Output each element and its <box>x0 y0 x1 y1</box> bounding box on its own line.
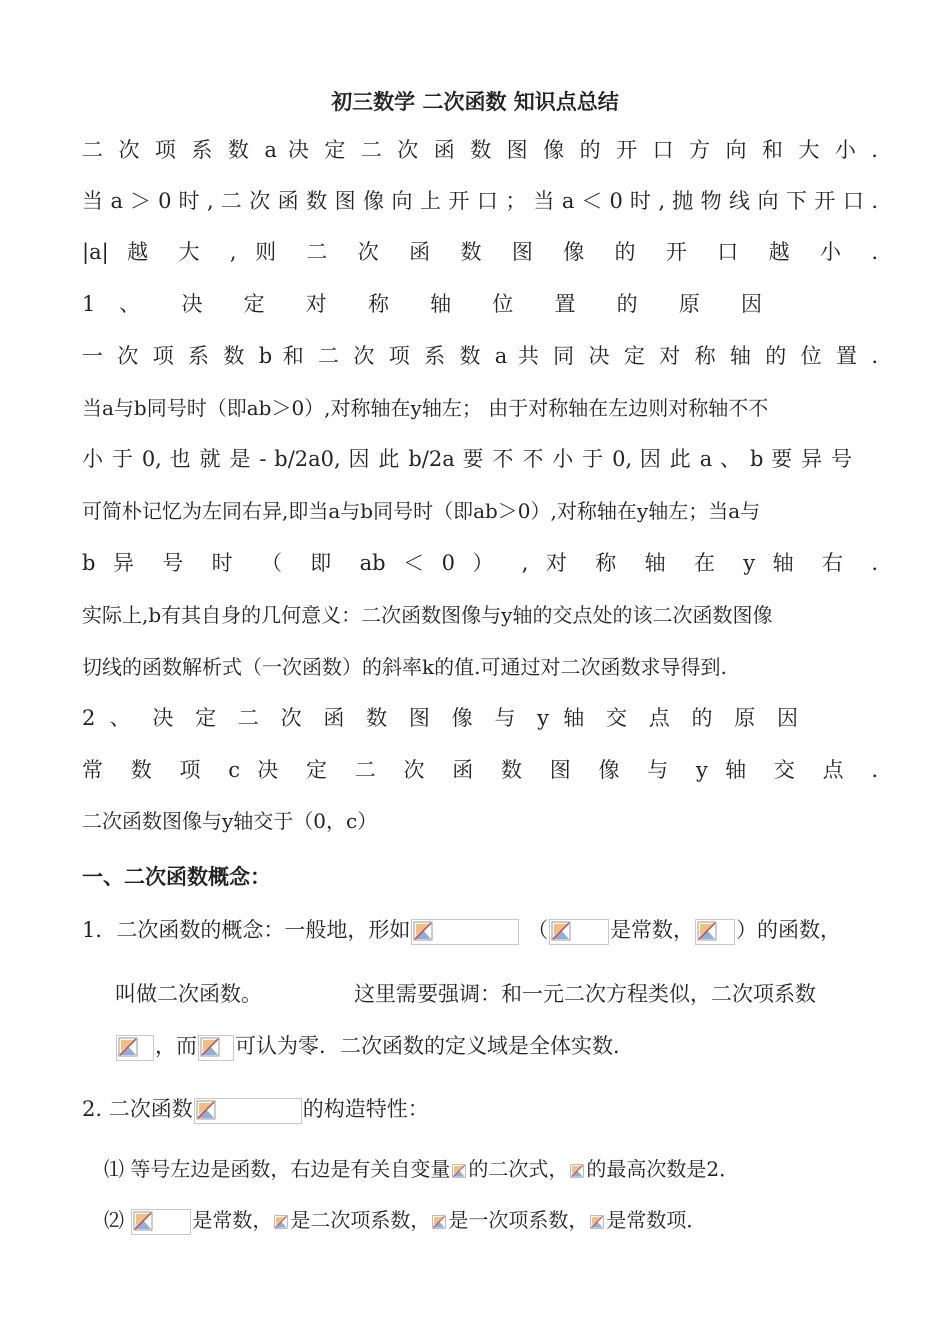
feature-text-2b: 是二次项系数， <box>290 1208 431 1232</box>
feature-text-2d: 是常数项． <box>606 1208 707 1232</box>
text-line-2: 当 a ＞ 0 时 , 二 次 函 数 图 像 向 上 开 口 ； 当 a ＜ 0 时 , 抛 物 线 向 下 开 口 . <box>82 189 878 213</box>
broken-image-icon <box>569 1163 585 1179</box>
structure-line <box>82 1094 429 1124</box>
broken-image-icon <box>411 919 519 945</box>
definition-line-3 <box>115 1031 634 1061</box>
paren-open: （ <box>527 918 549 942</box>
broken-image-icon <box>451 1163 467 1179</box>
text-line-10: 实际上,b有其自身的几何意义：二次函数图像与y轴的交点处的该二次函数图像 <box>82 603 773 627</box>
broken-image-icon <box>589 1214 605 1230</box>
text-line-11: 切线的函数解析式（一次函数）的斜率k的值.可通过对二次函数求导得到. <box>82 655 727 679</box>
feature-num-2: ⑵ <box>104 1208 124 1232</box>
feature-text-2a: 是常数， <box>192 1208 273 1232</box>
broken-image-icon <box>695 919 735 945</box>
text-line-9: b 异 号 时 （ 即 ab ＜ 0 ） , 对 称 轴 在 y 轴 右 . <box>82 551 878 575</box>
definition-label: 1．二次函数的概念：一般地，形如 <box>82 918 411 942</box>
text-line-7: 小 于 0, 也 就 是 - b/2a0, 因 此 b/2a 要 不 不 小 于 0, 因 此 a 、 b 要 异 号 <box>82 447 852 471</box>
text-line-6: 当a与b同号时（即ab＞0）,对称轴在y轴左； 由于对称轴在左边则对称轴不不 <box>82 396 769 420</box>
text-line-3: |a| 越 大 , 则 二 次 函 数 图 像 的 开 口 越 小 . <box>82 240 878 264</box>
broken-image-icon <box>549 919 609 945</box>
definition-text-a: 叫做二次函数。 <box>115 982 262 1006</box>
text-line-1: 二 次 项 系 数 a 决 定 二 次 函 数 图 像 的 开 口 方 向 和 大 小 . <box>82 138 878 162</box>
definition-text-b: 这里需要强调：和一元二次方程类似，二次项系数 <box>354 982 816 1006</box>
definition-text-c: ，而 <box>155 1034 197 1058</box>
feature-text-1b: 的二次式， <box>468 1157 569 1181</box>
document-title: 初三数学 二次函数 知识点总结 <box>331 90 619 114</box>
constant-text: 是常数， <box>610 918 695 942</box>
definition-line-1 <box>82 915 841 945</box>
text-line-8: 可简朴记忆为左同右异,即当a与b同号时（即ab＞0）,对称轴在y轴左；当a与 <box>82 499 761 523</box>
text-line-5: 一 次 项 系 数 b 和 二 次 项 系 数 a 共 同 决 定 对 称 轴 的 位 置 . <box>82 344 878 368</box>
feature-text-2c: 是一次项系数， <box>448 1208 589 1232</box>
broken-image-icon <box>273 1214 289 1230</box>
text-line-13: 常 数 项 c 决 定 二 次 函 数 图 像 与 y 轴 交 点 . <box>82 758 878 782</box>
feature-line-1 <box>104 1154 739 1184</box>
broken-image-icon <box>198 1035 234 1061</box>
broken-image-icon <box>431 1214 447 1230</box>
structure-tail: 的构造特性： <box>302 1097 429 1121</box>
text-line-12: 2 、 决 定 二 次 函 数 图 像 与 y 轴 交 点 的 原 因 <box>82 706 798 730</box>
definition-tail: ）的函数， <box>736 918 842 942</box>
definition-text-d: 可认为零．二次函数的定义域是全体实数． <box>235 1034 634 1058</box>
feature-text-1a: 等号左边是函数，右边是有关自变量 <box>130 1157 451 1181</box>
feature-text-1c: 的最高次数是2． <box>586 1157 740 1181</box>
broken-image-icon <box>194 1098 302 1124</box>
broken-image-icon <box>116 1035 154 1061</box>
definition-line-2 <box>115 979 816 1009</box>
text-line-14: 二次函数图像与y轴交于（0，c） <box>82 809 378 833</box>
section-heading: 一、二次函数概念： <box>82 865 271 889</box>
feature-line-2 <box>104 1205 706 1235</box>
text-line-4: 1 、 决 定 对 称 轴 位 置 的 原 因 <box>82 292 762 316</box>
feature-num-1: ⑴ <box>104 1157 124 1181</box>
broken-image-icon <box>131 1209 191 1235</box>
structure-label: 2. 二次函数 <box>82 1097 193 1121</box>
